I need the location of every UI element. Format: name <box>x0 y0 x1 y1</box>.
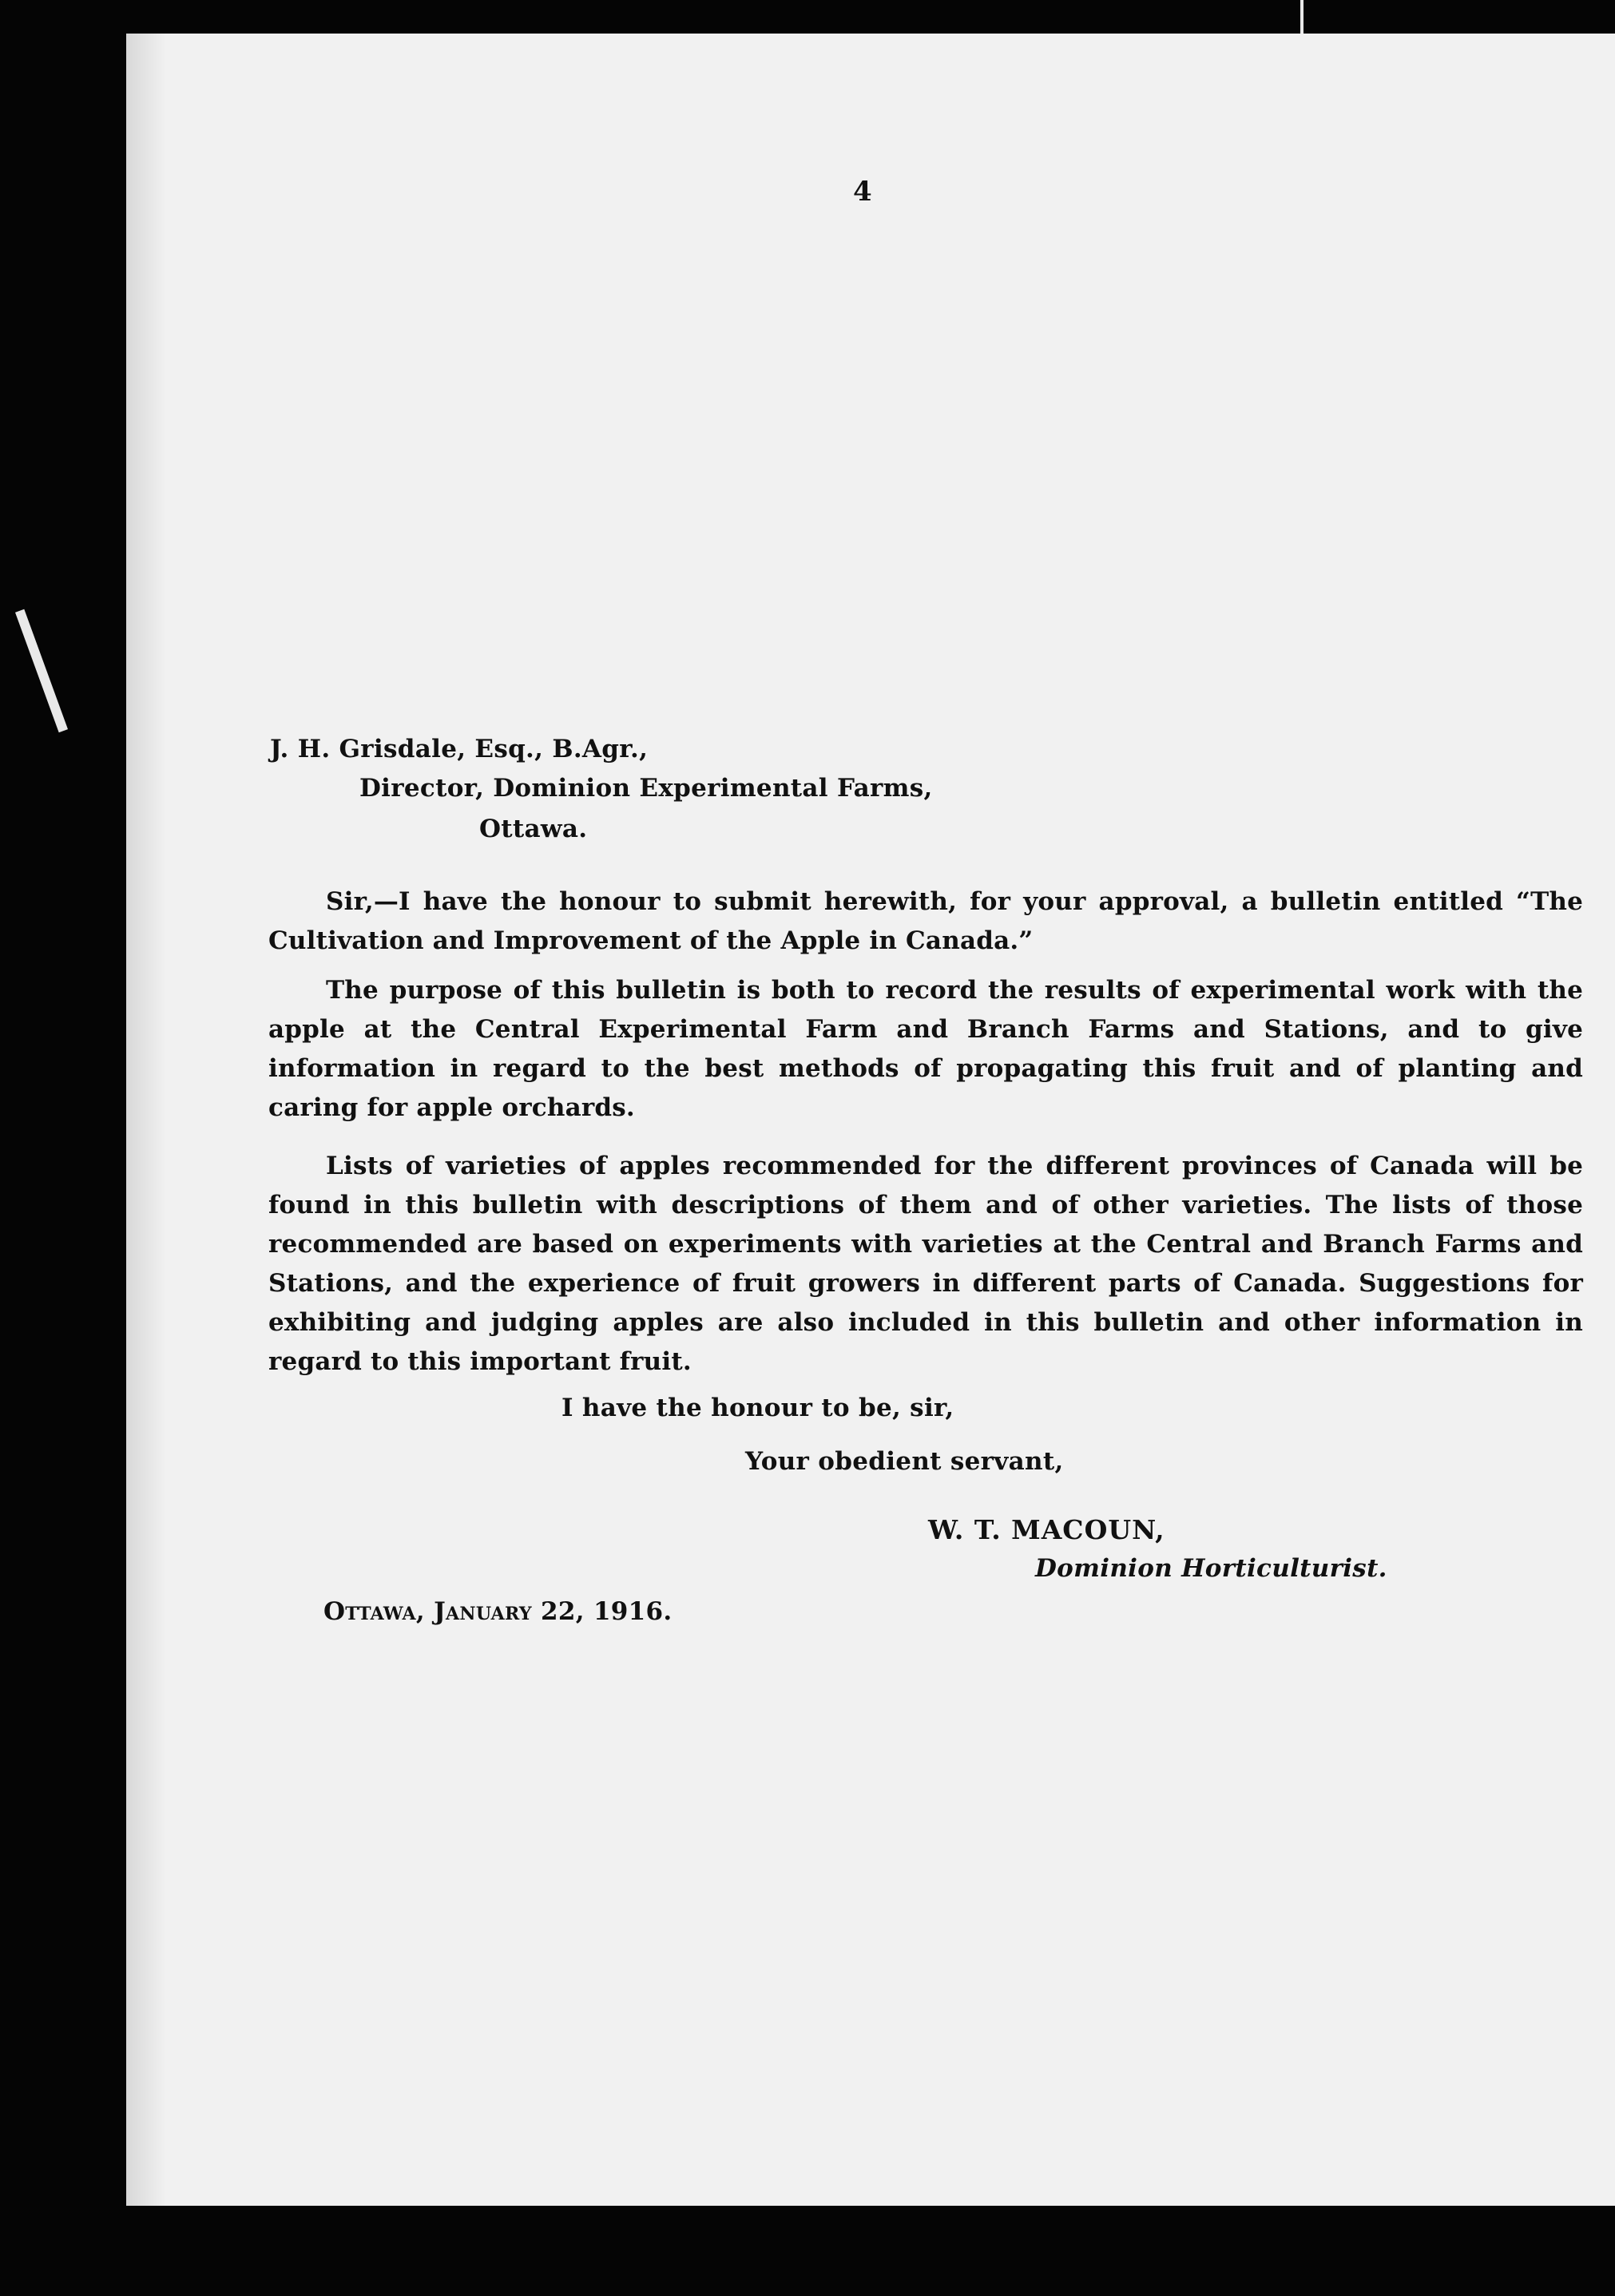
scan-mark-left <box>15 609 68 732</box>
addressee-city: Ottawa. <box>479 815 588 843</box>
signature-name: W. T. MACOUN, <box>928 1514 1165 1545</box>
page-number: 4 <box>853 176 872 208</box>
place-date: Ottawa, January 22, 1916. <box>323 1597 673 1626</box>
closing-line-2: Your obedient servant, <box>745 1447 1064 1476</box>
closing-line-1: I have the honour to be, sir, <box>561 1394 954 1422</box>
document-page <box>126 34 1615 2206</box>
letter-paragraph-3: Lists of varieties of apples recommended for the different provinces of Canada will be found in this bulletin with descriptions of them and of other varieties. The lists of those recommended are based on experiments with varieties at the Central and Branch Farms and Stations, and the experience of fruit growers in different parts of Canada. Suggestions for exhibiting and judging apples are also included in this bulletin and other information in regard to this important fruit. <box>268 1152 1583 1376</box>
addressee-name: J. H. Grisdale, Esq., B.Agr., <box>270 735 649 763</box>
addressee-position: Director, Dominion Experimental Farms, <box>359 774 933 803</box>
letter-content <box>126 34 1615 2206</box>
signature-title: Dominion Horticulturist. <box>1035 1554 1387 1583</box>
letter-paragraph-1: Sir,—I have the honour to submit herewith, for your approval, a bulletin entitled “The Cultivation and Improvement of the Apple in Canada.” <box>268 887 1583 955</box>
letter-paragraph-2: The purpose of this bulletin is both to record the results of experimental work with the apple at the Central Experimental Farm and Branch Farms and Stations, and to give information in regard to the best methods of propagating this fruit and of planting and caring for apple orchards. <box>268 976 1583 1122</box>
